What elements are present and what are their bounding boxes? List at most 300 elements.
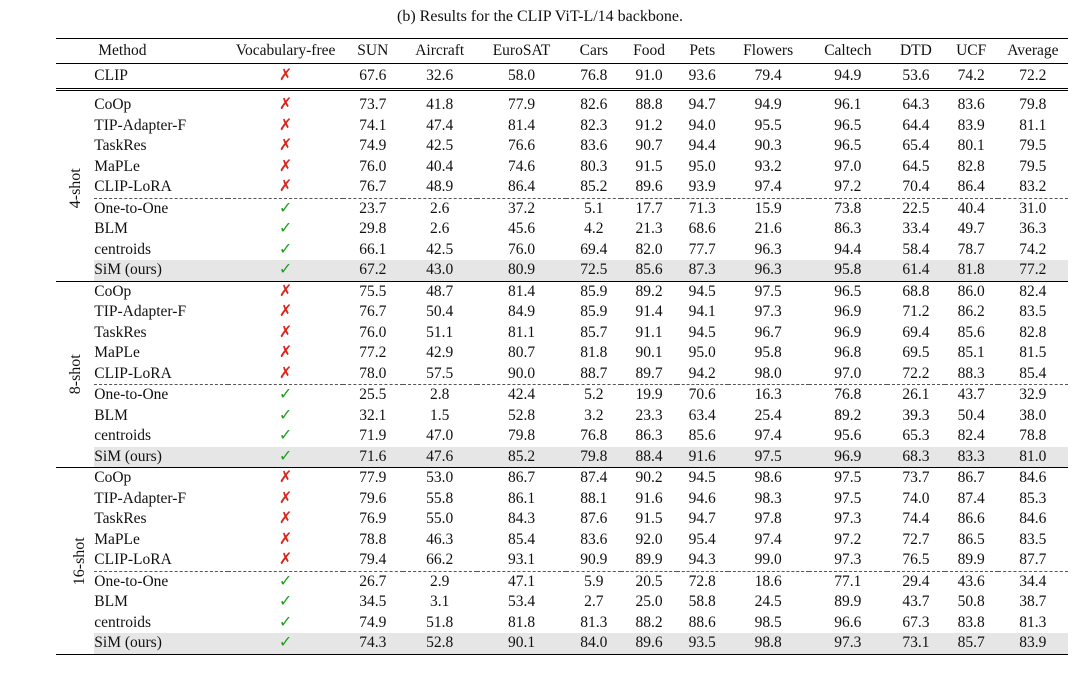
value-cell: 75.5 (359, 282, 387, 300)
value-cell: 73.7 (902, 469, 930, 486)
value-cell: 81.4 (508, 282, 536, 300)
value-cell: 32.1 (359, 406, 387, 424)
value-cell: 86.2 (957, 303, 985, 320)
value-cell: 26.1 (887, 385, 944, 406)
value-cell: 89.2 (834, 406, 862, 424)
value-cell: 36.3 (1019, 220, 1047, 237)
table-row (56, 198, 1068, 219)
value-cell: 69.4 (902, 323, 930, 341)
value-cell: 94.3 (688, 551, 716, 568)
value-cell: 55.8 (426, 489, 454, 507)
value-cell: 72.7 (902, 530, 930, 548)
method-name: centroids (94, 240, 152, 258)
table-row (56, 550, 1068, 571)
value-cell: 76.6 (508, 137, 536, 154)
table-row (56, 509, 1068, 530)
value-cell: 88.1 (580, 489, 608, 507)
value-cell: 97.3 (834, 551, 862, 568)
method-name: CoOp (94, 282, 132, 300)
value-cell: 17.7 (621, 198, 676, 219)
table-row (56, 219, 1068, 240)
value-cell: 78.7 (957, 240, 985, 258)
value-cell: 46.3 (426, 530, 454, 548)
value-cell: 55.0 (426, 510, 454, 527)
value-cell: 68.8 (902, 282, 930, 300)
value-cell: 88.2 (635, 613, 663, 631)
table-row (56, 489, 1068, 510)
method-name: TIP-Adapter-F (94, 489, 187, 507)
table-row (56, 177, 1068, 198)
value-cell: 83.6 (580, 530, 608, 548)
value-cell: 16.3 (728, 385, 809, 406)
method-name: One-to-One (94, 571, 228, 592)
value-cell: 63.4 (688, 406, 716, 424)
table-row (56, 613, 1068, 634)
check-icon: ✓ (278, 406, 293, 424)
value-cell: 41.8 (426, 96, 454, 113)
value-cell: 76.8 (809, 385, 888, 406)
shot-label-text: 8-shot (66, 354, 84, 395)
value-cell: 90.2 (635, 469, 663, 486)
cross-icon: ✗ (278, 282, 293, 300)
value-cell: 97.3 (834, 510, 862, 527)
method-name: BLM (94, 406, 128, 424)
value-cell: 94.7 (688, 96, 716, 113)
baseline-row (56, 64, 1068, 90)
value-cell: 74.1 (359, 116, 387, 134)
value-cell: 85.6 (957, 323, 985, 341)
value-cell: 74.4 (902, 510, 930, 527)
value-cell: 81.1 (1019, 116, 1047, 134)
column-header: Food (621, 39, 676, 64)
cross-icon: ✗ (278, 178, 293, 195)
value-cell: 70.6 (677, 385, 728, 406)
value-cell: 42.5 (426, 137, 454, 154)
value-cell: 40.4 (945, 198, 998, 219)
column-header: UCF (945, 39, 998, 64)
value-cell: 26.7 (343, 571, 403, 592)
value-cell: 31.0 (998, 198, 1068, 219)
method-name: CoOp (94, 469, 132, 486)
value-cell: 94.2 (688, 364, 716, 382)
value-cell: 72.2 (998, 64, 1068, 90)
cross-icon: ✗ (278, 510, 293, 527)
table-row (56, 116, 1068, 137)
value-cell: 83.8 (957, 613, 985, 631)
value-cell: 76.0 (359, 323, 387, 341)
value-cell: 47.0 (426, 427, 454, 444)
value-cell: 89.9 (957, 551, 985, 568)
value-cell: 86.4 (508, 178, 536, 195)
ours-row (56, 447, 1068, 468)
value-cell: 79.6 (359, 489, 387, 507)
value-cell: 2.9 (403, 571, 477, 592)
value-cell: 95.0 (688, 344, 716, 361)
check-icon: ✓ (228, 385, 343, 406)
value-cell: 3.2 (584, 406, 604, 424)
table-row (56, 136, 1068, 157)
method-name: BLM (94, 220, 128, 237)
value-cell: 74.9 (359, 137, 387, 154)
value-cell: 74.2 (945, 64, 998, 90)
value-cell: 43.7 (902, 593, 930, 610)
value-cell: 96.6 (834, 613, 862, 631)
value-cell: 85.9 (580, 282, 608, 300)
value-cell: 76.0 (508, 240, 536, 258)
column-header: Caltech (809, 39, 888, 64)
value-cell: 89.9 (635, 551, 663, 568)
results-table (56, 38, 1068, 655)
value-cell: 82.4 (957, 427, 985, 444)
value-cell: 72.2 (902, 364, 930, 382)
value-cell: 81.1 (508, 323, 536, 341)
value-cell: 76.9 (359, 510, 387, 527)
value-cell: 43.0 (403, 260, 477, 281)
value-cell: 95.5 (754, 116, 782, 134)
table-row (56, 385, 1068, 406)
value-cell: 79.5 (1019, 137, 1047, 154)
value-cell: 72.8 (677, 571, 728, 592)
value-cell: 43.6 (945, 571, 998, 592)
value-cell: 2.6 (403, 198, 477, 219)
cross-icon: ✗ (278, 116, 293, 134)
table-row (56, 468, 1068, 489)
value-cell: 65.4 (902, 137, 930, 154)
value-cell: 77.2 (359, 344, 387, 361)
table-row (56, 571, 1068, 592)
method-name: MaPLe (94, 530, 140, 548)
method-name: BLM (94, 593, 128, 610)
cross-icon: ✗ (278, 551, 293, 568)
value-cell: 86.3 (635, 427, 663, 444)
value-cell: 48.9 (426, 178, 454, 195)
method-name: TaskRes (94, 510, 147, 527)
value-cell: 45.6 (508, 220, 536, 237)
value-cell: 90.9 (580, 551, 608, 568)
ours-row (56, 633, 1068, 654)
value-cell: 96.1 (834, 96, 862, 113)
value-cell: 94.4 (834, 240, 862, 258)
value-cell: 79.5 (1019, 157, 1047, 175)
value-cell: 37.2 (477, 198, 566, 219)
value-cell: 20.5 (621, 571, 676, 592)
value-cell: 88.4 (621, 447, 676, 468)
value-cell: 86.1 (508, 489, 536, 507)
value-cell: 58.8 (688, 593, 716, 610)
value-cell: 71.9 (359, 427, 387, 444)
value-cell: 85.2 (477, 447, 566, 468)
value-cell: 40.4 (426, 157, 454, 175)
value-cell: 94.5 (688, 282, 716, 300)
value-cell: 84.3 (508, 510, 536, 527)
value-cell: 95.6 (834, 427, 862, 444)
shot-group-label (56, 95, 94, 281)
value-cell: 53.6 (887, 64, 944, 90)
value-cell: 80.1 (957, 137, 985, 154)
value-cell: 78.8 (359, 530, 387, 548)
value-cell: 81.3 (1019, 613, 1047, 631)
value-cell: 15.9 (728, 198, 809, 219)
value-cell: 97.8 (754, 510, 782, 527)
value-cell: 99.0 (754, 551, 782, 568)
value-cell: 29.4 (887, 571, 944, 592)
value-cell: 95.8 (754, 344, 782, 361)
table-row (56, 95, 1068, 116)
value-cell: 97.4 (754, 427, 782, 444)
value-cell: 96.7 (754, 323, 782, 341)
value-cell: 89.6 (621, 633, 676, 654)
value-cell: 76.5 (902, 551, 930, 568)
value-cell: 85.3 (1019, 489, 1047, 507)
value-cell: 42.5 (426, 240, 454, 258)
value-cell: 95.0 (688, 157, 716, 175)
column-header: Aircraft (403, 39, 477, 64)
value-cell: 85.1 (957, 344, 985, 361)
value-cell: 77.7 (688, 240, 716, 258)
value-cell: 58.0 (477, 64, 566, 90)
header-group-spacer (56, 39, 94, 64)
value-cell: 18.6 (728, 571, 809, 592)
value-cell: 90.7 (635, 137, 663, 154)
value-cell: 73.1 (887, 633, 944, 654)
check-icon: ✓ (278, 220, 293, 237)
value-cell: 89.9 (834, 593, 862, 610)
value-cell: 69.5 (902, 344, 930, 361)
value-cell: 47.6 (403, 447, 477, 468)
value-cell: 97.5 (754, 282, 782, 300)
table-row (56, 426, 1068, 447)
table-row (56, 406, 1068, 427)
value-cell: 83.9 (957, 116, 985, 134)
value-cell: 4.2 (584, 220, 604, 237)
value-cell: 87.3 (677, 260, 728, 281)
cross-icon: ✗ (228, 64, 343, 90)
value-cell: 80.9 (477, 260, 566, 281)
value-cell: 85.7 (945, 633, 998, 654)
value-cell: 22.5 (887, 198, 944, 219)
value-cell: 5.9 (566, 571, 621, 592)
value-cell: 83.5 (1019, 530, 1047, 548)
cross-icon: ✗ (278, 96, 293, 113)
value-cell: 76.8 (580, 427, 608, 444)
column-header: EuroSAT (477, 39, 566, 64)
value-cell: 97.2 (834, 178, 862, 195)
value-cell: 76.7 (359, 178, 387, 195)
value-cell: 5.1 (566, 198, 621, 219)
value-cell: 86.3 (834, 220, 862, 237)
value-cell: 90.1 (477, 633, 566, 654)
value-cell: 65.3 (902, 427, 930, 444)
value-cell: 86.7 (508, 469, 536, 486)
value-cell: 87.4 (957, 489, 985, 507)
method-name: TIP-Adapter-F (94, 116, 187, 134)
value-cell: 82.8 (957, 157, 985, 175)
value-cell: 97.0 (834, 157, 862, 175)
value-cell: 89.2 (635, 282, 663, 300)
value-cell: 85.6 (621, 260, 676, 281)
value-cell: 98.6 (754, 469, 782, 486)
table-row (56, 240, 1068, 261)
value-cell: 93.9 (688, 178, 716, 195)
value-cell: 81.0 (998, 447, 1068, 468)
method-name: CLIP (94, 64, 228, 90)
value-cell: 72.5 (566, 260, 621, 281)
value-cell: 29.8 (359, 220, 387, 237)
column-header: DTD (887, 39, 944, 64)
method-name: CLIP-LoRA (94, 364, 172, 382)
value-cell: 95.4 (688, 530, 716, 548)
value-cell: 34.5 (359, 593, 387, 610)
value-cell: 96.3 (728, 260, 809, 281)
value-cell: 86.6 (957, 510, 985, 527)
value-cell: 66.1 (359, 240, 387, 258)
value-cell: 90.0 (508, 364, 536, 382)
value-cell: 74.6 (508, 157, 536, 175)
value-cell: 94.1 (688, 303, 716, 320)
value-cell: 83.6 (580, 137, 608, 154)
value-cell: 82.3 (580, 116, 608, 134)
value-cell: 23.3 (635, 406, 663, 424)
header-row (56, 39, 1068, 64)
value-cell: 79.8 (1019, 96, 1047, 113)
column-header: Vocabulary-free (228, 39, 343, 64)
value-cell: 19.9 (621, 385, 676, 406)
value-cell: 25.0 (635, 593, 663, 610)
value-cell: 88.8 (635, 96, 663, 113)
column-header: Cars (566, 39, 621, 64)
value-cell: 85.9 (580, 303, 608, 320)
value-cell: 2.8 (403, 385, 477, 406)
value-cell: 82.8 (1019, 323, 1047, 341)
value-cell: 69.4 (580, 240, 608, 258)
method-name: SiM (ours) (94, 447, 228, 468)
value-cell: 79.4 (728, 64, 809, 90)
value-cell: 2.6 (430, 220, 450, 237)
value-cell: 94.5 (688, 323, 716, 341)
value-cell: 98.8 (728, 633, 809, 654)
value-cell: 97.0 (834, 364, 862, 382)
value-cell: 83.3 (945, 447, 998, 468)
value-cell: 93.1 (508, 551, 536, 568)
shot-group-label (56, 468, 94, 655)
value-cell: 5.2 (566, 385, 621, 406)
method-name: TaskRes (94, 137, 147, 154)
value-cell: 50.4 (426, 303, 454, 320)
value-cell: 79.8 (566, 447, 621, 468)
value-cell: 74.2 (1019, 240, 1047, 258)
value-cell: 32.9 (998, 385, 1068, 406)
value-cell: 82.6 (580, 96, 608, 113)
value-cell: 79.4 (359, 551, 387, 568)
check-icon: ✓ (228, 198, 343, 219)
table-row (56, 343, 1068, 364)
value-cell: 94.5 (688, 469, 716, 486)
method-name: MaPLe (94, 344, 140, 361)
value-cell: 96.5 (834, 116, 862, 134)
value-cell: 57.5 (426, 364, 454, 382)
value-cell: 81.8 (580, 344, 608, 361)
value-cell: 96.9 (834, 303, 862, 320)
check-icon: ✓ (278, 613, 293, 631)
value-cell: 84.9 (508, 303, 536, 320)
value-cell: 94.0 (688, 116, 716, 134)
value-cell: 77.9 (508, 96, 536, 113)
value-cell: 85.4 (1019, 364, 1047, 382)
value-cell: 64.3 (902, 96, 930, 113)
value-cell: 88.7 (580, 364, 608, 382)
value-cell: 53.0 (426, 469, 454, 486)
value-cell: 71.2 (902, 303, 930, 320)
value-cell: 81.4 (508, 116, 536, 134)
value-cell: 97.5 (834, 469, 862, 486)
value-cell: 98.5 (754, 613, 782, 631)
table-row (56, 530, 1068, 551)
value-cell: 86.0 (957, 282, 985, 300)
value-cell: 74.0 (902, 489, 930, 507)
value-cell: 68.6 (688, 220, 716, 237)
value-cell: 21.6 (754, 220, 782, 237)
value-cell: 92.0 (635, 530, 663, 548)
value-cell: 87.4 (580, 469, 608, 486)
value-cell: 91.0 (621, 64, 676, 90)
value-cell: 97.4 (754, 178, 782, 195)
value-cell: 91.4 (635, 303, 663, 320)
value-cell: 74.9 (359, 613, 387, 631)
value-cell: 64.4 (902, 116, 930, 134)
value-cell: 76.0 (359, 157, 387, 175)
value-cell: 96.5 (834, 282, 862, 300)
value-cell: 91.2 (635, 116, 663, 134)
table-row (56, 281, 1068, 302)
value-cell: 84.6 (1019, 510, 1047, 527)
value-cell: 82.4 (1019, 282, 1047, 300)
table-row (56, 592, 1068, 613)
column-header: Method (94, 39, 228, 64)
value-cell: 71.6 (343, 447, 403, 468)
value-cell: 90.1 (635, 344, 663, 361)
value-cell: 94.9 (754, 96, 782, 113)
value-cell: 89.7 (635, 364, 663, 382)
method-name: One-to-One (94, 198, 228, 219)
value-cell: 32.6 (403, 64, 477, 90)
value-cell: 85.6 (688, 427, 716, 444)
value-cell: 42.9 (426, 344, 454, 361)
value-cell: 66.2 (426, 551, 454, 568)
value-cell: 96.5 (834, 137, 862, 154)
value-cell: 3.1 (430, 593, 450, 610)
value-cell: 96.3 (754, 240, 782, 258)
value-cell: 94.6 (688, 489, 716, 507)
value-cell: 85.2 (580, 178, 608, 195)
value-cell: 97.3 (809, 633, 888, 654)
value-cell: 49.7 (957, 220, 985, 237)
value-cell: 70.4 (902, 178, 930, 195)
value-cell: 79.8 (508, 427, 536, 444)
value-cell: 96.8 (834, 344, 862, 361)
method-name: MaPLe (94, 157, 140, 175)
method-name: TaskRes (94, 323, 147, 341)
value-cell: 78.8 (1019, 427, 1047, 444)
value-cell: 93.2 (754, 157, 782, 175)
value-cell: 86.7 (957, 469, 985, 486)
value-cell: 50.8 (957, 593, 985, 610)
value-cell: 78.0 (359, 364, 387, 382)
shot-label-text: 4-shot (66, 167, 84, 208)
table-caption: (b) Results for the CLIP ViT-L/14 backbone. (397, 8, 683, 25)
value-cell: 1.5 (430, 406, 450, 424)
value-cell: 83.5 (1019, 303, 1047, 320)
value-cell: 43.7 (945, 385, 998, 406)
